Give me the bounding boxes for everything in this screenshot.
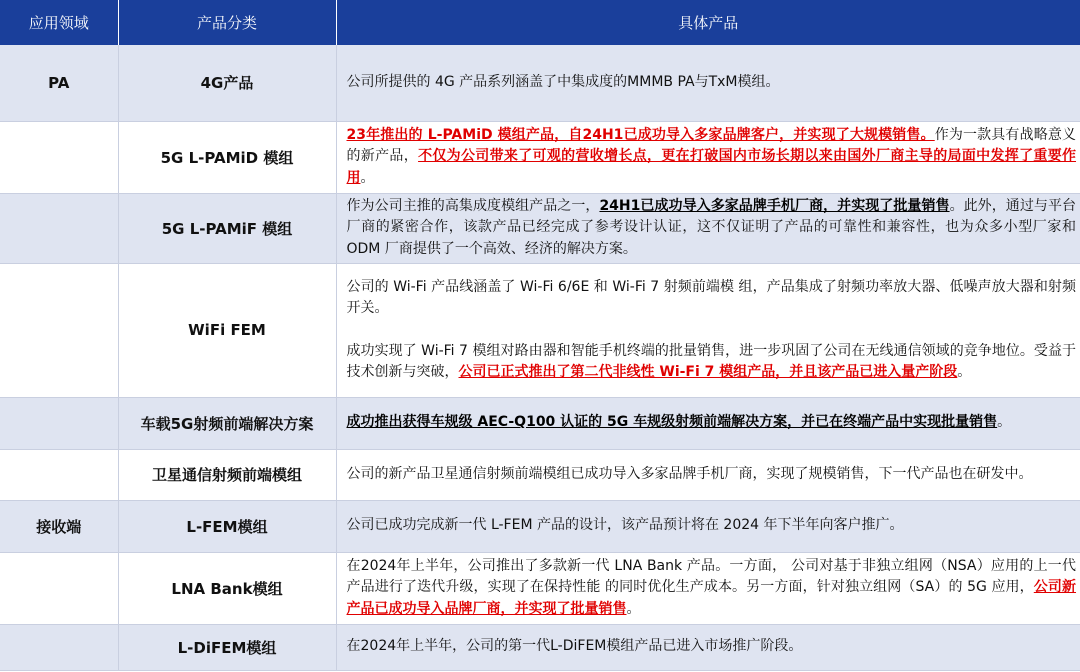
product-description bbox=[336, 263, 1080, 397]
table-header-row bbox=[0, 0, 1080, 45]
product-category: L-FEM模组 bbox=[118, 500, 336, 552]
product-description bbox=[336, 449, 1080, 500]
application-field bbox=[0, 624, 118, 670]
highlighted-text: 24H1已成功导入多家品牌手机厂商，并实现了批量销售 bbox=[599, 197, 950, 214]
product-category: LNA Bank模组 bbox=[118, 552, 336, 624]
application-field bbox=[0, 263, 118, 397]
description-text: 公司的新产品卫星通信射频前端模组已成功导入多家品牌手机厂商，实现了规模销售，下一代产品也在研发中。 bbox=[346, 465, 1033, 482]
description-text: 公司所提供的 4G 产品系列涵盖了中集成度的MMMB PA与TxM模组。 bbox=[346, 74, 780, 90]
table-row bbox=[0, 449, 1080, 500]
description-text: 在2024年上半年，公司的第一代L-DiFEM模组产品已进入市场推广阶段。 bbox=[346, 638, 803, 655]
table-row bbox=[0, 121, 1080, 193]
header-category: 产品分类 bbox=[118, 0, 336, 45]
description-text: 。 bbox=[957, 364, 972, 380]
product-description bbox=[336, 193, 1080, 263]
product-description bbox=[336, 552, 1080, 624]
description-text: 作为一款具有战略意义的新产品， bbox=[346, 126, 1077, 165]
table-row bbox=[0, 624, 1080, 670]
highlighted-text: 成功推出获得车规级 AEC-Q100 认证的 5G 车规级射频前端解决方案，并已在终端产品中实现批量销售 bbox=[346, 414, 998, 431]
product-description bbox=[336, 624, 1080, 670]
product-category: WiFi FEM bbox=[118, 263, 336, 397]
product-category: L-DiFEM模组 bbox=[118, 624, 336, 670]
table-row bbox=[0, 263, 1080, 397]
product-category: 4G产品 bbox=[118, 45, 336, 121]
header-products: 具体产品 bbox=[336, 0, 1080, 45]
highlighted-text: 不仅为公司带来了可观的营收增长点，更在打破国内市场长期以来由国外厂商主导的局面中发挥了重要作用 bbox=[346, 148, 1077, 186]
product-category: 卫星通信射频前端模组 bbox=[118, 449, 336, 500]
table-row bbox=[0, 500, 1080, 552]
product-category: 车载5G射频前端解决方案 bbox=[118, 397, 336, 449]
application-field bbox=[0, 449, 118, 500]
description-text: 。 bbox=[360, 169, 375, 186]
table-body bbox=[0, 45, 1080, 670]
product-description bbox=[336, 397, 1080, 449]
table-row bbox=[0, 45, 1080, 121]
paragraph-gap bbox=[347, 320, 1077, 341]
description-text: 。 bbox=[997, 414, 1012, 431]
table-row bbox=[0, 193, 1080, 263]
application-field: 接收端 bbox=[0, 500, 118, 552]
application-field bbox=[0, 397, 118, 449]
table-row bbox=[0, 397, 1080, 449]
description-text: 在2024年上半年，公司推出了多款新一代 LNA Bank 产品。一方面， 公司对基于非独立组网（NSA）应用的上一代产品进行了迭代升级，实现了在保持性能 的同时优化生产成本。另一方面，针对独立组网（SA）的 5G 应用， bbox=[346, 557, 1076, 596]
product-description bbox=[336, 121, 1080, 193]
header-field: 应用领域 bbox=[0, 0, 118, 45]
table-row bbox=[0, 552, 1080, 624]
product-description bbox=[336, 45, 1080, 121]
application-field bbox=[0, 193, 118, 263]
product-category: 5G L-PAMiD 模组 bbox=[118, 121, 336, 193]
description-text: 公司已成功完成新一代 L-FEM 产品的设计，该产品预计将在 2024 年下半年向客户推广。 bbox=[346, 517, 904, 534]
description-text: 公司的 Wi-Fi 产品线涵盖了 Wi-Fi 6/6E 和 Wi-Fi 7 射频前端模 组，产品集成了射频功率放大器、低噪声放大器和射频开关。 bbox=[346, 278, 1076, 316]
description-text: 成功实现了 Wi-Fi 7 模组对路由器和智能手机终端的批量销售，进一步巩固了公司在无线通信领域的竞争地位。受益于技术创新与突破， bbox=[346, 342, 1076, 380]
application-field bbox=[0, 121, 118, 193]
application-field: PA bbox=[0, 45, 118, 121]
highlighted-text: 公司已正式推出了第二代非线性 Wi-Fi 7 模组产品，并且该产品已进入量产阶段 bbox=[458, 364, 958, 380]
product-category: 5G L-PAMiF 模组 bbox=[118, 193, 336, 263]
product-description bbox=[336, 500, 1080, 552]
highlighted-text: 公司新产品已成功导入品牌厂商，并实现了批量销售 bbox=[346, 579, 1077, 617]
highlighted-text: 23年推出的 L-PAMiD 模组产品，自24H1已成功导入多家品牌客户，并实现了大规模销售。 bbox=[346, 126, 935, 143]
application-field bbox=[0, 552, 118, 624]
description-text: 。此外，通过与平台厂商的紧密合作，该款产品已经完成了参考设计认证，这不仅证明了产品的可靠性和兼容性，也为众多小型厂家和 ODM 厂商提供了一个高效、经济的解决方案。 bbox=[346, 197, 1076, 257]
description-text: 作为公司主推的高集成度模组产品之一， bbox=[346, 197, 600, 214]
description-text: 。 bbox=[626, 600, 641, 617]
